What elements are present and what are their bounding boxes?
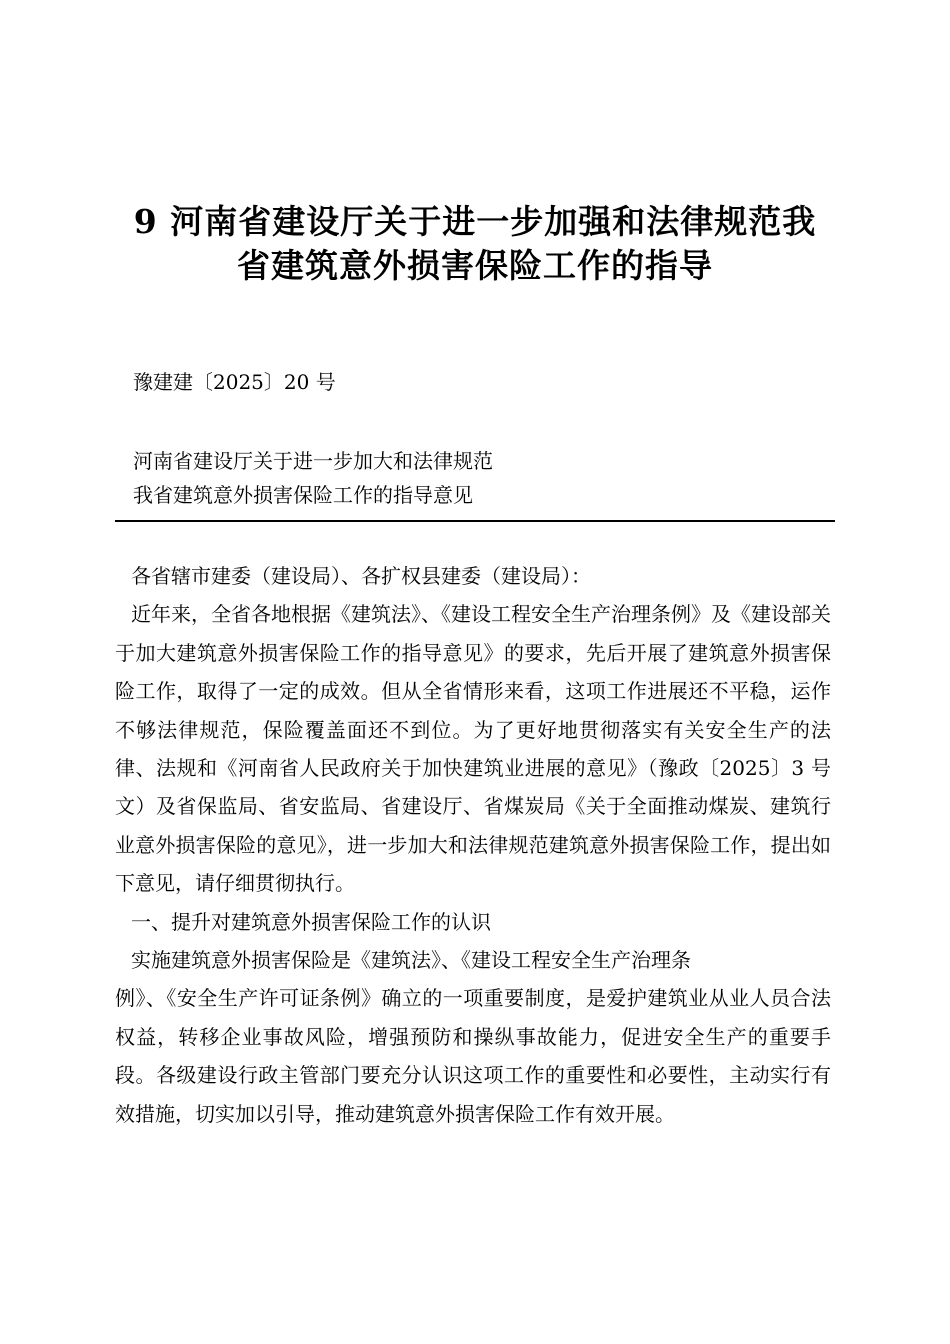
document-title — [100, 200, 850, 288]
section-1-heading: 一、提升对建筑意外损害保险工作的认识 — [131, 909, 491, 934]
title-line-1: 9 河南省建设厅关于进一步加强和法律规范我 — [133, 202, 817, 241]
document-body — [115, 557, 831, 1133]
subtitle-line-2: 我省建筑意外损害保险工作的指导意见 — [133, 483, 473, 507]
section-1-paragraph: 例》、《安全生产许可证条例》确立的一项重要制度，是爱护建筑业从业人员合法权益，转移企业事故风险，增强预防和操纵事故能力，促进安全生产的重要手段。各级建设行政主管部门要充分认识这项工作的重要性和必要性，主动实行有效措施，切实加以引导，推动建筑意外损害保险工作有效开展。 — [115, 986, 831, 1126]
title-line-2: 省建筑意外损害保险工作的指导 — [237, 246, 713, 285]
section-1-first-line: 实施建筑意外损害保险是《建筑法》、《建设工程安全生产治理条 — [131, 948, 691, 973]
horizontal-divider — [115, 520, 835, 522]
subtitle-line-1: 河南省建设厅关于进一步加大和法律规范 — [133, 449, 493, 473]
document-number: 豫建建〔2025〕20 号 — [133, 370, 336, 394]
salutation: 各省辖市建委（建设局）、各扩权县建委（建设局）： — [131, 564, 591, 588]
document-subtitle — [133, 444, 493, 512]
paragraph-intro: 近年来，全省各地根据《建筑法》、《建设工程安全生产治理条例》及《建设部关于加大建筑意外损害保险工作的指导意见》的要求，先后开展了建筑意外损害保险工作，取得了一定的成效。但从全省情形来看，这项工作进展还不平稳，运作不够法律规范，保险覆盖面还不到位。为了更好地贯彻落实有关安全生产的法律、法规和《河南省人民政府关于加快建筑业进展的意见》（豫政〔2025〕3 号文）及省保监局、省安监局、省建设厅、省煤炭局《关于全面推动煤炭、建筑行业意外损害保险的意见》，进一步加大和法律规范建筑意外损害保险工作，提出如下意见，请仔细贯彻执行。 — [115, 602, 831, 896]
